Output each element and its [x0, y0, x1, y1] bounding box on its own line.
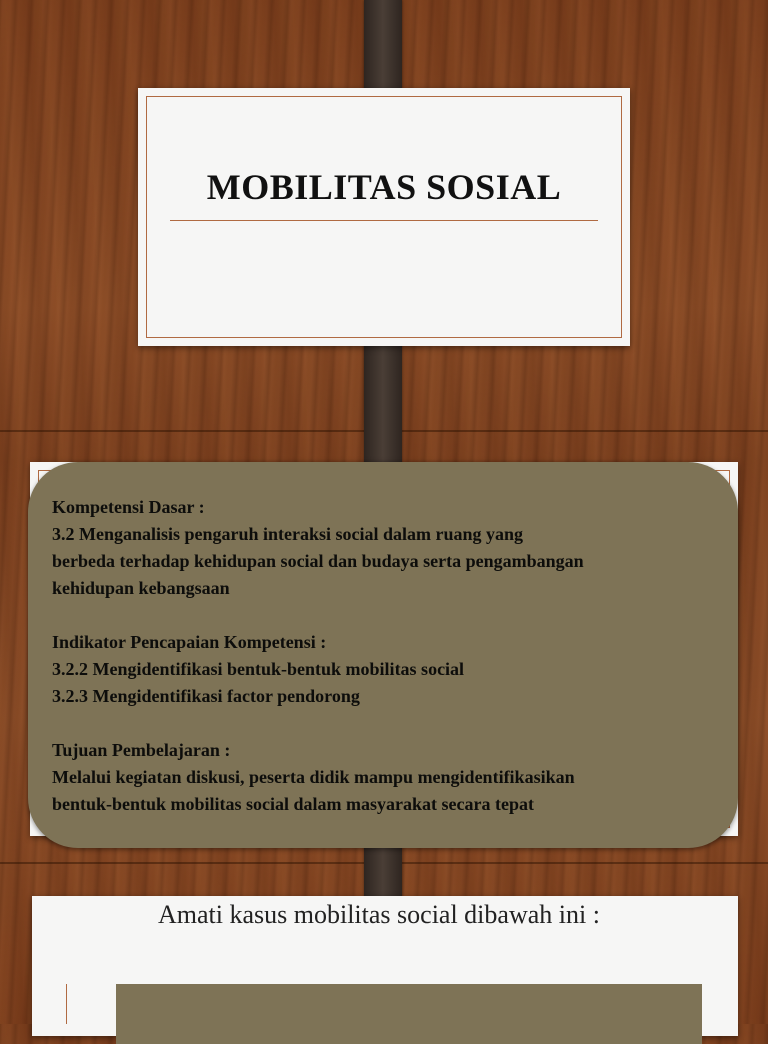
kd-line: berbeda terhadap kehidupan social dan budaya serta pengambangan — [52, 551, 584, 571]
kd-line: kehidupan kebangsaan — [52, 578, 230, 598]
title-divider — [170, 220, 598, 221]
spacer — [52, 602, 722, 629]
ipk-line: 3.2.3 Mengidentifikasi factor pendorong — [52, 686, 360, 706]
case-card-border — [66, 984, 67, 1024]
title-card-border — [146, 96, 622, 338]
kd-line: 3.2 Menganalisis pengaruh interaksi social dalam ruang yang — [52, 524, 524, 544]
ipk-heading: Indikator Pencapaian Kompetensi : — [52, 632, 327, 652]
tp-line: Melalui kegiatan diskusi, peserta didik mampu mengidentifikasikan — [52, 767, 575, 787]
case-heading: Amati kasus mobilitas social dibawah ini : — [158, 900, 600, 929]
spacer — [52, 710, 722, 737]
ipk-line: 3.2.2 Mengidentifikasi bentuk-bentuk mobilitas social — [52, 659, 465, 679]
case-panel — [116, 984, 702, 1044]
strap-middle — [364, 330, 402, 464]
competency-panel — [28, 462, 738, 848]
title-card — [138, 88, 630, 346]
tp-heading: Tujuan Pembelajaran : — [52, 740, 231, 760]
page-title: MOBILITAS SOSIAL — [206, 167, 562, 207]
competency-text — [52, 494, 722, 818]
tp-line: bentuk-bentuk mobilitas social dalam masyarakat secara tepat — [52, 794, 535, 814]
kd-heading: Kompetensi Dasar : — [52, 497, 205, 517]
strap-lower — [364, 846, 402, 898]
